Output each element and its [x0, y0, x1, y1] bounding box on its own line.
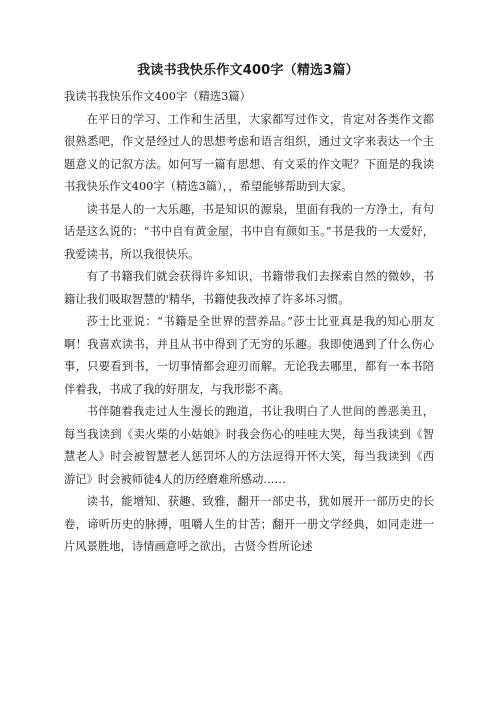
paragraph-5: 书伴随着我走过人生漫长的跑道，书让我明白了人世间的善恶美丑，每当我读到《卖火柴的小姑娘》时我会伤心的哇哇大哭，每当我读到《智慧老人》时会被智慧老人惩罚坏人的方法逗得开怀大笑，每当我读到《西游记》时会被师徒4人的历经磨难所感动……	[64, 405, 434, 486]
document-subtitle: 我读书我快乐作文400字（精选3篇）	[64, 90, 251, 103]
paragraph-1: 在平日的学习、工作和生活里，大家都写过作文，肯定对各类作文都很熟悉吧，作文是经过人的思想考虑和语言组织，通过文字来表达一个主题意义的记叙方法。如何写一篇有思想、有文采的作文呢？下面是的我读书我快乐作文400字（精选3篇），，希望能够帮助到大家。	[64, 112, 434, 193]
paragraph-6: 读书，能增知、获趣、致雅，翻开一部史书，犹如展开一部历史的长卷，谛听历史的脉搏，咀嚼人生的甘苦；翻开一册文学经典，如同走进一片风景胜地，诗情画意呼之欲出，古贤今哲所论述	[64, 495, 434, 553]
paragraph-4: 莎士比亚说：“书籍是全世界的营养品。”莎士比亚真是我的知心朋友啊！我喜欢读书，并且从书中得到了无穷的乐趣。我即使遇到了什么伤心事，只要看到书，一切事情都会迎刃而解。无论我去哪里，都有一本书陪伴着我，书成了我的好朋友，与我形影不离。	[64, 315, 434, 396]
paragraph-2: 读书是人的一大乐趣，书是知识的源泉，里面有我的一方净土，有句话是这么说的：“书中自有黄金屋，书中自有颜如玉。”书是我的一大爱好，我爱读书，所以我很快乐。	[64, 202, 434, 261]
document-title: 我读书我快乐作文400字（精选3篇）	[137, 63, 359, 78]
document-body	[64, 86, 434, 559]
paragraph-3: 有了书籍我们就会获得许多知识，书籍带我们去探索自然的微妙，书籍让我们吸取智慧的'精华，书籍使我改掉了许多坏习惯。	[64, 270, 434, 306]
